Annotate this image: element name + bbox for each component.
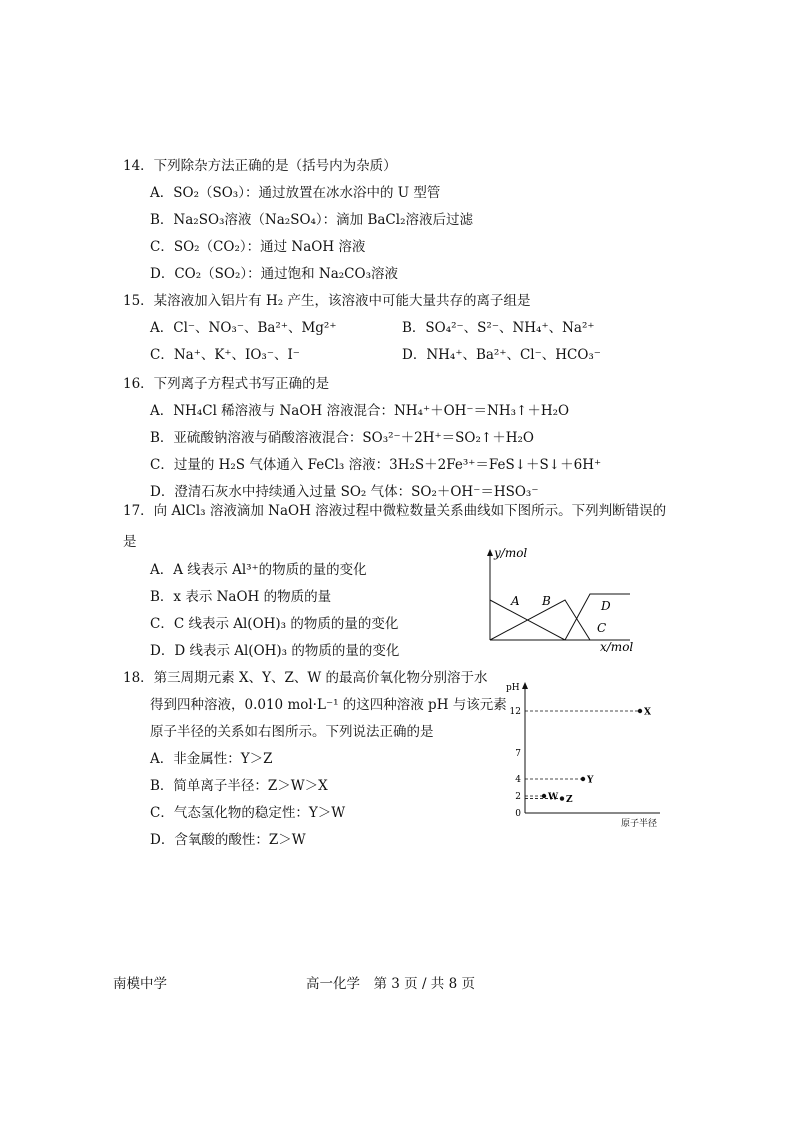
- q15-stem: 15．某溶液加入铝片有 H₂ 产生，该溶液中可能大量共存的离子组是: [123, 293, 531, 309]
- q17-option-b: B．x 表示 NaOH 的物质的量: [150, 589, 332, 605]
- q14-stem: 14．下列除杂方法正确的是（括号内为杂质）: [123, 158, 397, 174]
- q14-option-d: D．CO₂（SO₂）：通过饱和 Na₂CO₃溶液: [150, 266, 398, 282]
- q18-y-label: pH: [506, 683, 520, 693]
- q18-ytick-label: 0: [515, 809, 521, 819]
- q18-point-y: [581, 777, 585, 781]
- q18-stem-line2: 得到四种溶液，0.010 mol·L⁻¹ 的这四种溶液 pH 与该元素: [150, 697, 507, 713]
- q17-option-d: D．D 线表示 Al(OH)₃ 的物质的量的变化: [150, 643, 400, 659]
- q14-option-c: C．SO₂（CO₂）：通过 NaOH 溶液: [150, 239, 366, 255]
- footer-school: 南模中学: [113, 976, 167, 992]
- q16-option-b: B．亚硫酸钠溶液与硝酸溶液混合：SO₃²⁻＋2H⁺＝SO₂↑＋H₂O: [150, 430, 534, 446]
- q18-point-label-y: Y: [587, 775, 594, 786]
- q14-option-b: B．Na₂SO₃溶液（Na₂SO₄）：滴加 BaCl₂溶液后过滤: [150, 212, 473, 228]
- q18-ytick-label: 7: [515, 749, 521, 759]
- footer-page: 高一化学 第 3 页 / 共 8 页: [306, 976, 475, 992]
- q18-chart: [500, 678, 680, 828]
- q17-stem-line1: 17．向 AlCl₃ 溶液滴加 NaOH 溶液过程中微粒数量关系曲线如下图所示。下列判断错误的: [123, 503, 667, 519]
- q18-option-b: B．简单离子半径：Z＞W＞X: [150, 778, 328, 794]
- q18-option-d: D．含氧酸的酸性：Z＞W: [150, 832, 306, 848]
- q17-figure: [480, 545, 640, 657]
- q18-point-label-z: Z: [566, 795, 573, 806]
- q18-option-a: A．非金属性：Y＞Z: [150, 751, 273, 767]
- q17-x-label: x/mol: [600, 640, 634, 654]
- q17-label-c: C: [597, 621, 607, 635]
- q17-option-c: C．C 线表示 Al(OH)₃ 的物质的量的变化: [150, 616, 399, 632]
- q18-y-arrow: [522, 682, 528, 689]
- q18-option-c: C．气态氢化物的稳定性：Y＞W: [150, 805, 346, 821]
- q17-curve-b: [490, 600, 590, 640]
- q18-point-label-w: W: [548, 792, 559, 803]
- q15-option-b: B．SO₄²⁻、S²⁻、NH₄⁺、Na²⁺: [402, 320, 595, 336]
- q14-option-a: A．SO₂（SO₃）：通过放置在冰水浴中的 U 型管: [150, 185, 441, 201]
- q18-x-label: 原子半径: [621, 819, 658, 828]
- q17-y-arrow: [487, 549, 493, 556]
- q17-y-label: y/mol: [494, 546, 528, 560]
- q16-option-a: A．NH₄Cl 稀溶液与 NaOH 溶液混合：NH₄⁺＋OH⁻＝NH₃↑＋H₂O: [150, 403, 570, 419]
- q17-label-b: B: [542, 594, 551, 608]
- q18-point-x: [638, 709, 642, 713]
- q18-stem-line1: 18．第三周期元素 X、Y、Z、W 的最高价氧化物分别溶于水: [123, 670, 488, 686]
- q18-stem-line3: 原子半径的关系如右图所示。下列说法正确的是: [150, 724, 434, 740]
- q18-point-z: [560, 796, 564, 800]
- q15-option-c: C．Na⁺、K⁺、IO₃⁻、I⁻: [150, 347, 300, 363]
- q17-option-a: A．A 线表示 Al³⁺的物质的量的变化: [150, 562, 367, 578]
- q18-point-label-x: X: [644, 707, 651, 718]
- q18-ytick-label: 4: [515, 775, 521, 785]
- q15-option-d: D．NH₄⁺、Ba²⁺、Cl⁻、HCO₃⁻: [402, 347, 601, 363]
- q18-ytick-label: 2: [515, 792, 521, 802]
- q18-point-w: [542, 794, 546, 798]
- q16-option-d: D．澄清石灰水中持续通入过量 SO₂ 气体：SO₂＋OH⁻＝HSO₃⁻: [150, 484, 539, 500]
- q17-stem-line2: 是: [123, 534, 137, 550]
- q17-label-a: A: [511, 594, 520, 608]
- q16-option-c: C．过量的 H₂S 气体通入 FeCl₃ 溶液：3H₂S＋2Fe³⁺＝FeS↓＋S↓＋6H⁺: [150, 457, 602, 473]
- q16-stem: 16．下列离子方程式书写正确的是: [123, 376, 330, 392]
- q18-ytick-label: 12: [509, 707, 521, 717]
- q15-option-a: A．Cl⁻、NO₃⁻、Ba²⁺、Mg²⁺: [150, 320, 337, 336]
- q17-label-d: D: [601, 599, 611, 613]
